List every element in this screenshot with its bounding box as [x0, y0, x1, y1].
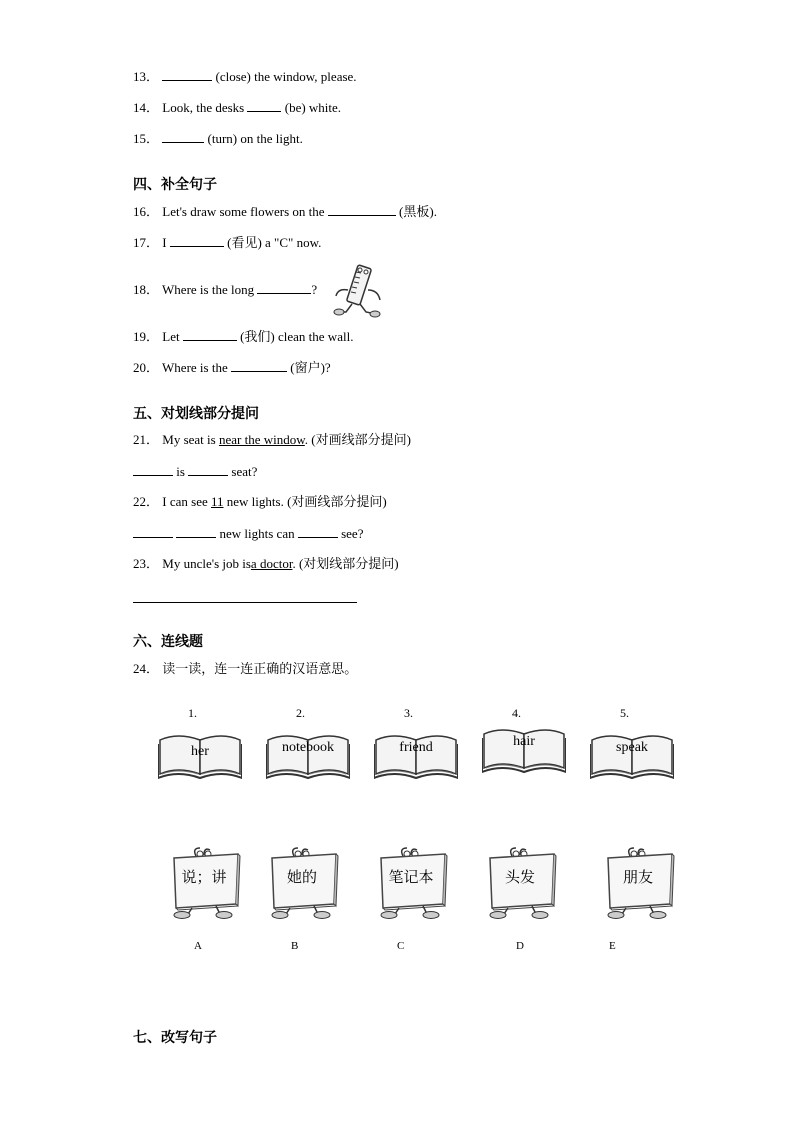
question-text: Look, the desks [162, 100, 245, 115]
question-hint: (turn) on the light. [207, 131, 303, 146]
card-meaning: 头发 [504, 868, 535, 886]
meaning-card[interactable] [264, 846, 340, 920]
book-word: speak [616, 740, 648, 755]
answer-blank[interactable] [183, 328, 237, 341]
answer-blank[interactable] [298, 525, 338, 538]
question-hint: . (对划线部分提问) [292, 556, 399, 571]
question-20 [133, 359, 331, 376]
meaning-card[interactable] [482, 846, 558, 920]
question-number: 17． [133, 235, 160, 250]
book-number: 5. [620, 706, 629, 720]
question-number: 16． [133, 204, 160, 219]
question-number: 21． [133, 432, 160, 447]
question-text: Let [162, 329, 180, 344]
underlined-part: near the window [218, 432, 305, 447]
book-word: her [191, 744, 209, 759]
answer-blank[interactable] [231, 359, 287, 372]
answer-blank[interactable] [162, 68, 212, 81]
meaning-card[interactable] [373, 846, 449, 920]
question-hint: (黑板). [399, 204, 437, 219]
question-number: 13． [133, 69, 160, 84]
meaning-card[interactable] [166, 846, 242, 920]
question-hint: (看见) a "C" now. [227, 235, 322, 250]
question-number: 14． [133, 100, 160, 115]
card-letter: E [609, 940, 616, 952]
question-hint: (close) the window, please. [215, 69, 357, 84]
question-text: Where is the long [162, 282, 255, 297]
answer-line-23[interactable] [133, 602, 357, 603]
section-7-title: 七、改写句子 [133, 1030, 217, 1046]
question-14 [133, 99, 341, 116]
answer-text: seat? [231, 464, 258, 479]
question-18 [133, 281, 317, 298]
question-text: 读一读，连一连正确的汉语意思。 [162, 661, 358, 676]
question-text: Where is the [162, 360, 228, 375]
question-mark: ? [311, 282, 318, 297]
question-text: Let's draw some flowers on the [162, 204, 325, 219]
book-number: 3. [404, 706, 413, 720]
book-number: 2. [296, 706, 305, 720]
question-text: I [162, 235, 167, 250]
answer-text: is [176, 464, 185, 479]
answer-blank[interactable] [133, 525, 173, 538]
answer-text: new lights can [219, 526, 295, 541]
underlined-part: a doctor [250, 556, 293, 571]
question-hint: (我们) clean the wall. [240, 329, 354, 344]
book-word: notebook [281, 740, 335, 755]
question-13 [133, 68, 357, 85]
book-icon[interactable] [158, 722, 242, 780]
underlined-part: 11 [210, 494, 224, 509]
question-number: 23． [133, 556, 160, 571]
book-word: hair [513, 734, 535, 749]
question-23 [133, 556, 399, 572]
book-number: 4. [512, 706, 521, 720]
meaning-card[interactable] [600, 846, 676, 920]
answer-blank[interactable] [133, 463, 173, 476]
question-22 [133, 494, 387, 510]
question-text: I can see [162, 494, 208, 509]
question-21 [133, 432, 411, 448]
question-16 [133, 203, 437, 220]
card-letter: A [194, 940, 202, 952]
card-letter: D [516, 940, 524, 952]
card-meaning: 朋友 [622, 868, 653, 886]
question-15 [133, 130, 303, 147]
question-number: 24． [133, 661, 160, 676]
book-number: 1. [188, 706, 197, 720]
question-number: 15． [133, 131, 160, 146]
answer-blank[interactable] [188, 463, 228, 476]
question-19 [133, 328, 353, 345]
question-hint: (be) white. [284, 100, 342, 115]
question-number: 19． [133, 329, 160, 344]
card-meaning: 她的 [286, 868, 317, 886]
answer-blank[interactable] [247, 99, 281, 112]
question-number: 18． [133, 282, 160, 297]
book-icon[interactable] [590, 722, 674, 780]
answer-blank[interactable] [162, 130, 204, 143]
question-text: My uncle's job is [162, 556, 251, 571]
card-letter: B [291, 940, 299, 952]
card-meaning: 说；讲 [181, 868, 227, 886]
book-icon[interactable] [482, 716, 566, 774]
answer-line-21 [133, 463, 257, 480]
ruler-icon [330, 260, 386, 318]
section-4-title: 四、补全句子 [133, 177, 217, 193]
question-24 [133, 661, 357, 677]
card-letter: C [397, 940, 405, 952]
section-6-title: 六、连线题 [133, 634, 203, 650]
book-icon[interactable] [266, 722, 350, 780]
question-number: 22． [133, 494, 160, 509]
answer-blank[interactable] [328, 203, 396, 216]
question-hint: . (对画线部分提问) [304, 432, 411, 447]
book-icon[interactable] [374, 722, 458, 780]
answer-line-22 [133, 525, 363, 542]
answer-blank[interactable] [170, 234, 224, 247]
card-meaning: 笔记本 [388, 868, 434, 886]
question-hint: (窗户)? [290, 360, 331, 375]
question-number: 20． [133, 360, 160, 375]
answer-blank[interactable] [257, 281, 311, 294]
book-word: friend [399, 740, 433, 755]
answer-text: see? [341, 526, 364, 541]
answer-blank[interactable] [176, 525, 216, 538]
question-hint: new lights. (对画线部分提问) [226, 494, 387, 509]
question-17 [133, 234, 321, 251]
section-5-title: 五、对划线部分提问 [133, 406, 259, 422]
question-text: My seat is [162, 432, 216, 447]
